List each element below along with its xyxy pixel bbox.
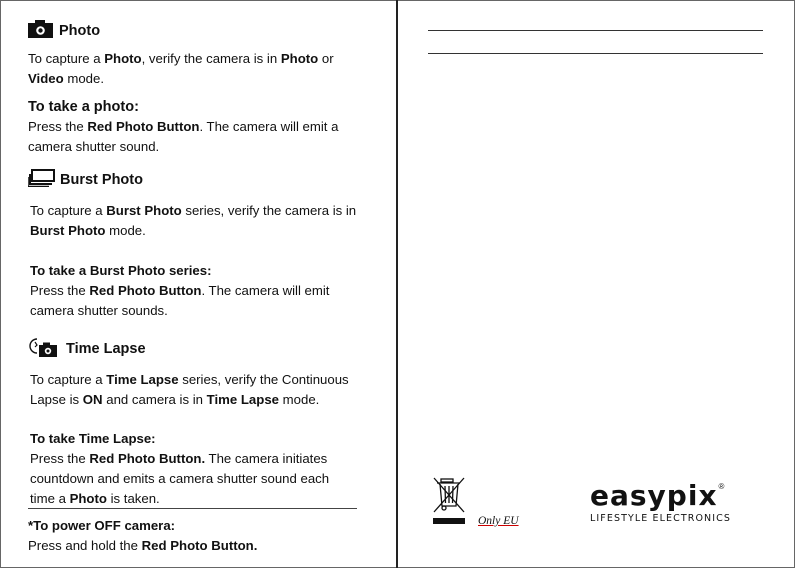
left-page xyxy=(0,0,396,568)
timelapse-title: Time Lapse xyxy=(66,341,146,357)
burst-howto-text: Press the Red Photo Button. The camera will emit camera shutter sounds. xyxy=(30,283,330,318)
brand-logo xyxy=(590,480,750,524)
brand-name: easypix xyxy=(590,479,718,512)
burst-photo-icon xyxy=(28,169,56,191)
right-page xyxy=(397,0,795,568)
timelapse-howto-text: Press the Red Photo Button. The camera initiates countdown and emits a camera shutter sound each time a Photo is taken. xyxy=(30,451,330,506)
brand-tagline: LIFESTYLE ELECTRONICS xyxy=(590,513,731,524)
photo-howto-heading: To take a photo: xyxy=(28,99,139,115)
rule-line-2 xyxy=(428,53,763,54)
burst-intro: To capture a Burst Photo series, verify the camera is in Burst Photo mode. xyxy=(30,203,357,238)
camera-icon xyxy=(28,20,53,42)
photo-intro: To capture a Photo, verify the camera is in Photo or Video mode. xyxy=(28,51,334,86)
photo-section xyxy=(28,20,368,157)
weee-note: Only EU xyxy=(478,515,519,527)
rule-line-1 xyxy=(428,30,763,31)
poweroff-section xyxy=(28,516,368,556)
photo-title: Photo xyxy=(59,23,101,39)
registered-mark: ® xyxy=(718,482,725,491)
burst-title: Burst Photo xyxy=(60,172,143,188)
timelapse-intro: To capture a Time Lapse series, verify the Continuous Lapse is ON and camera is in Time Lapse mode. xyxy=(30,372,349,407)
poweroff-text: Press and hold the Red Photo Button. xyxy=(28,538,258,553)
timelapse-howto-heading: To take Time Lapse: xyxy=(30,431,156,446)
photo-title-row xyxy=(28,20,368,42)
burst-section xyxy=(28,169,368,321)
burst-howto-heading: To take a Burst Photo series: xyxy=(30,263,212,278)
time-lapse-icon xyxy=(28,337,58,361)
weee-bin-icon xyxy=(432,476,466,531)
burst-title-row xyxy=(28,169,368,191)
timelapse-title-row xyxy=(28,337,368,361)
poweroff-heading: *To power OFF camera: xyxy=(28,518,176,533)
photo-howto-text: Press the Red Photo Button. The camera will emit a camera shutter sound. xyxy=(28,119,339,154)
section-divider xyxy=(28,508,357,509)
timelapse-section xyxy=(28,337,368,509)
